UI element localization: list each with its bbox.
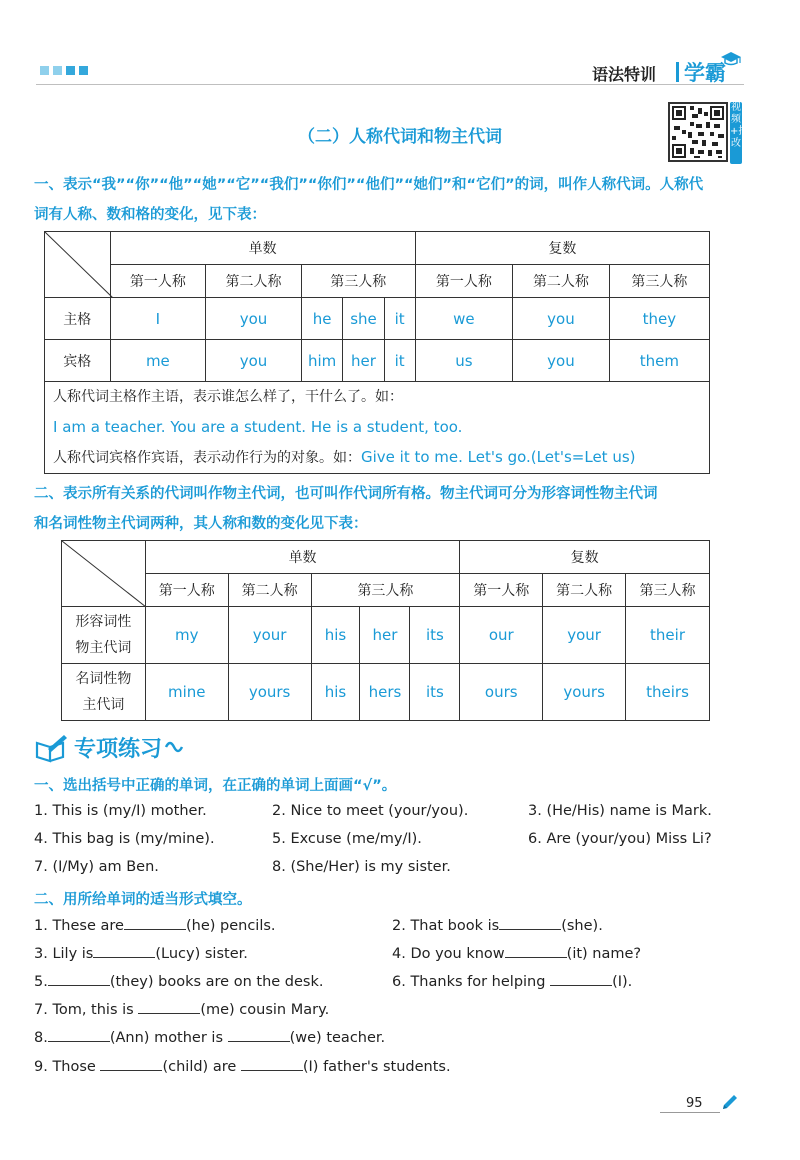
header-plural: 复数 (415, 232, 709, 265)
cell-value: him (301, 340, 342, 382)
answer-blank[interactable] (241, 1057, 303, 1071)
header-third-person: 第三人称 (301, 265, 415, 298)
header-first-person-plural: 第一人称 (460, 574, 543, 607)
header-third-person: 第三人称 (311, 574, 460, 607)
brand-logo: 学霸 (684, 61, 726, 85)
q-text: Those (52, 1059, 96, 1075)
q-text: (he) pencils. (185, 918, 276, 934)
cell-value: her (343, 340, 384, 382)
cell-value: us (415, 340, 512, 382)
cell-value: its (410, 664, 460, 721)
cell-value: mine (145, 664, 228, 721)
intro1-line1: 一、表示“我”“你”“他”“她”“它”“我们”“你们”“他们”“她们”和“它们”的词，叫作人称代词。人称代 (34, 177, 704, 193)
cell-value: my (145, 607, 228, 664)
q-number: 6. (392, 974, 406, 990)
q-text: (I) father's students. (302, 1059, 451, 1075)
header-second-person: 第二人称 (228, 574, 311, 607)
cell-value: we (415, 298, 512, 340)
answer-blank[interactable] (100, 1057, 162, 1071)
cell-value: its (410, 607, 460, 664)
intro-personal-pronouns (34, 170, 754, 230)
header-separator (676, 62, 679, 82)
answer-blank[interactable] (228, 1028, 290, 1042)
cell-value: your (543, 607, 626, 664)
table2-corner-cell (62, 541, 146, 607)
cell-value: hers (360, 664, 410, 721)
label-line: 主代词 (82, 697, 125, 713)
question-3[interactable]: 3. (He/His) name is Mark. (528, 803, 712, 819)
intro-possessive-pronouns (34, 479, 754, 539)
q-number: 8. (34, 1030, 48, 1046)
part2-instruction: 二、用所给单词的适当形式填空。 (34, 892, 252, 908)
cell-value: her (360, 607, 410, 664)
cell-value: she (343, 298, 384, 340)
intro1-line2: 词有人称、数和格的变化，见下表： (34, 207, 266, 223)
q-text: Thanks for helping (410, 974, 546, 990)
example-nominative: I am a teacher. You are a student. He is a student, too. (53, 418, 463, 436)
row-label-objective: 宾格 (45, 340, 111, 382)
header-decoration (40, 66, 88, 75)
cell-value: you (206, 340, 302, 382)
note-objective: 人称代词宾格作宾语，表示动作行为的对象。如： (53, 450, 361, 466)
fill-question-4 (392, 944, 641, 962)
footer-line (660, 1112, 720, 1113)
q-text: (she). (561, 918, 603, 934)
table-row-noun-possessive (62, 664, 710, 721)
q-text: Lily is (52, 946, 94, 962)
q-text: That book is (410, 918, 500, 934)
graduation-cap-icon (720, 51, 742, 67)
cell-value: his (311, 607, 360, 664)
header-singular: 单数 (145, 541, 460, 574)
cell-value: ours (460, 664, 543, 721)
answer-blank[interactable] (48, 1028, 110, 1042)
answer-blank[interactable] (93, 944, 155, 958)
note-nominative: 人称代词主格作主语，表示谁怎么样了，干什么了。如： (53, 389, 403, 405)
practice-title: 专项练习 (74, 737, 163, 762)
page-number: 95 (686, 1096, 703, 1111)
question-5[interactable]: 5. Excuse (me/my/I). (272, 831, 422, 847)
fill-question-2 (392, 916, 603, 934)
example-objective: Give it to me. Let's go.(Let's=Let us) (361, 448, 636, 466)
fill-question-3 (34, 944, 248, 962)
cell-value: he (301, 298, 342, 340)
q-text: (me) cousin Mary. (200, 1002, 330, 1018)
cell-value: you (206, 298, 302, 340)
q-text: (child) are (162, 1059, 237, 1075)
practice-header (34, 732, 186, 763)
fill-question-1 (34, 916, 276, 934)
label-line: 名词性物 (75, 671, 132, 687)
fill-question-7 (34, 1000, 329, 1018)
header-category: 语法特训 (592, 65, 657, 84)
cell-value: our (460, 607, 543, 664)
cell-value: they (609, 298, 709, 340)
header-first-person: 第一人称 (110, 265, 206, 298)
notebook-pen-icon (34, 733, 68, 763)
answer-blank[interactable] (550, 972, 612, 986)
q-text: (Lucy) sister. (155, 946, 248, 962)
q-text: (it) name? (566, 946, 642, 962)
cell-value: I (110, 298, 206, 340)
label-line: 形容词性 (75, 614, 132, 630)
intro2-line2: 和名词性物主代词两种，其人称和数的变化见下表： (34, 516, 368, 532)
cell-value: me (110, 340, 206, 382)
fill-question-6 (392, 972, 632, 990)
q-number: 4. (392, 946, 406, 962)
q-text: These are (52, 918, 124, 934)
question-7[interactable]: 7. (I/My) am Ben. (34, 859, 159, 875)
cell-value: his (311, 664, 360, 721)
table-row-objective (45, 340, 710, 382)
cell-value: them (609, 340, 709, 382)
cell-value: yours (228, 664, 311, 721)
question-2[interactable]: 2. Nice to meet (your/you). (272, 803, 469, 819)
diagonal-line (62, 541, 146, 607)
answer-blank[interactable] (48, 972, 110, 986)
cell-value: it (384, 340, 415, 382)
row-label-adjective-possessive (62, 607, 146, 664)
answer-blank[interactable] (499, 916, 561, 930)
cell-value: their (626, 607, 710, 664)
part1-instruction: 一、选出括号中正确的单词，在正确的单词上面画“√”。 (34, 778, 397, 794)
diagonal-line (45, 232, 113, 298)
q-text: (we) teacher. (289, 1030, 386, 1046)
header-first-person-plural: 第一人称 (415, 265, 512, 298)
q-number: 7. (34, 1002, 48, 1018)
usage-note (45, 382, 710, 474)
q-number: 9. (34, 1059, 48, 1075)
header-second-person-plural: 第二人称 (513, 265, 610, 298)
qr-side-label: 视频+批改 (730, 102, 742, 164)
row-label-noun-possessive (62, 664, 146, 721)
intro2-line1: 二、表示所有关系的代词叫作物主代词，也可叫作代词所有格。物主代词可分为形容词性物主代词 (34, 486, 658, 502)
header-second-person-plural: 第二人称 (543, 574, 626, 607)
table-row-adjective-possessive (62, 607, 710, 664)
cell-value: you (513, 298, 610, 340)
question-4[interactable]: 4. This bag is (my/mine). (34, 831, 215, 847)
answer-blank[interactable] (124, 916, 186, 930)
answer-blank[interactable] (505, 944, 567, 958)
fill-question-8 (34, 1028, 385, 1046)
header-third-person-plural: 第三人称 (609, 265, 709, 298)
q-number: 2. (392, 918, 406, 934)
header-plural: 复数 (460, 541, 710, 574)
q-text: (I). (612, 974, 633, 990)
cell-value: theirs (626, 664, 710, 721)
cell-value: your (228, 607, 311, 664)
header-third-person-plural: 第三人称 (626, 574, 710, 607)
fill-question-5 (34, 972, 323, 990)
q-text: Do you know (410, 946, 505, 962)
header-first-person: 第一人称 (145, 574, 228, 607)
row-label-nominative: 主格 (45, 298, 111, 340)
question-6[interactable]: 6. Are (your/you) Miss Li? (528, 831, 712, 847)
header-second-person: 第二人称 (206, 265, 302, 298)
label-line: 物主代词 (75, 640, 132, 656)
answer-blank[interactable] (138, 1000, 200, 1014)
pencil-icon (720, 1092, 740, 1112)
cell-value: it (384, 298, 415, 340)
possessive-pronoun-table (61, 540, 710, 721)
personal-pronoun-table (44, 231, 710, 474)
q-text: Tom, this is (52, 1002, 134, 1018)
q-text: (Ann) mother is (109, 1030, 224, 1046)
q-number: 1. (34, 918, 48, 934)
cell-value: you (513, 340, 610, 382)
q-number: 5. (34, 974, 48, 990)
table-row-nominative (45, 298, 710, 340)
table-corner-cell (45, 232, 111, 298)
cell-value: yours (543, 664, 626, 721)
section-title: （二）人称代词和物主代词 (298, 127, 502, 147)
header-singular: 单数 (110, 232, 415, 265)
wave-decoration-icon (164, 735, 186, 761)
question-8[interactable]: 8. (She/Her) is my sister. (272, 859, 451, 875)
q-number: 3. (34, 946, 48, 962)
fill-question-9 (34, 1057, 451, 1075)
q-text: (they) books are on the desk. (109, 974, 324, 990)
question-1[interactable]: 1. This is (my/I) mother. (34, 803, 207, 819)
